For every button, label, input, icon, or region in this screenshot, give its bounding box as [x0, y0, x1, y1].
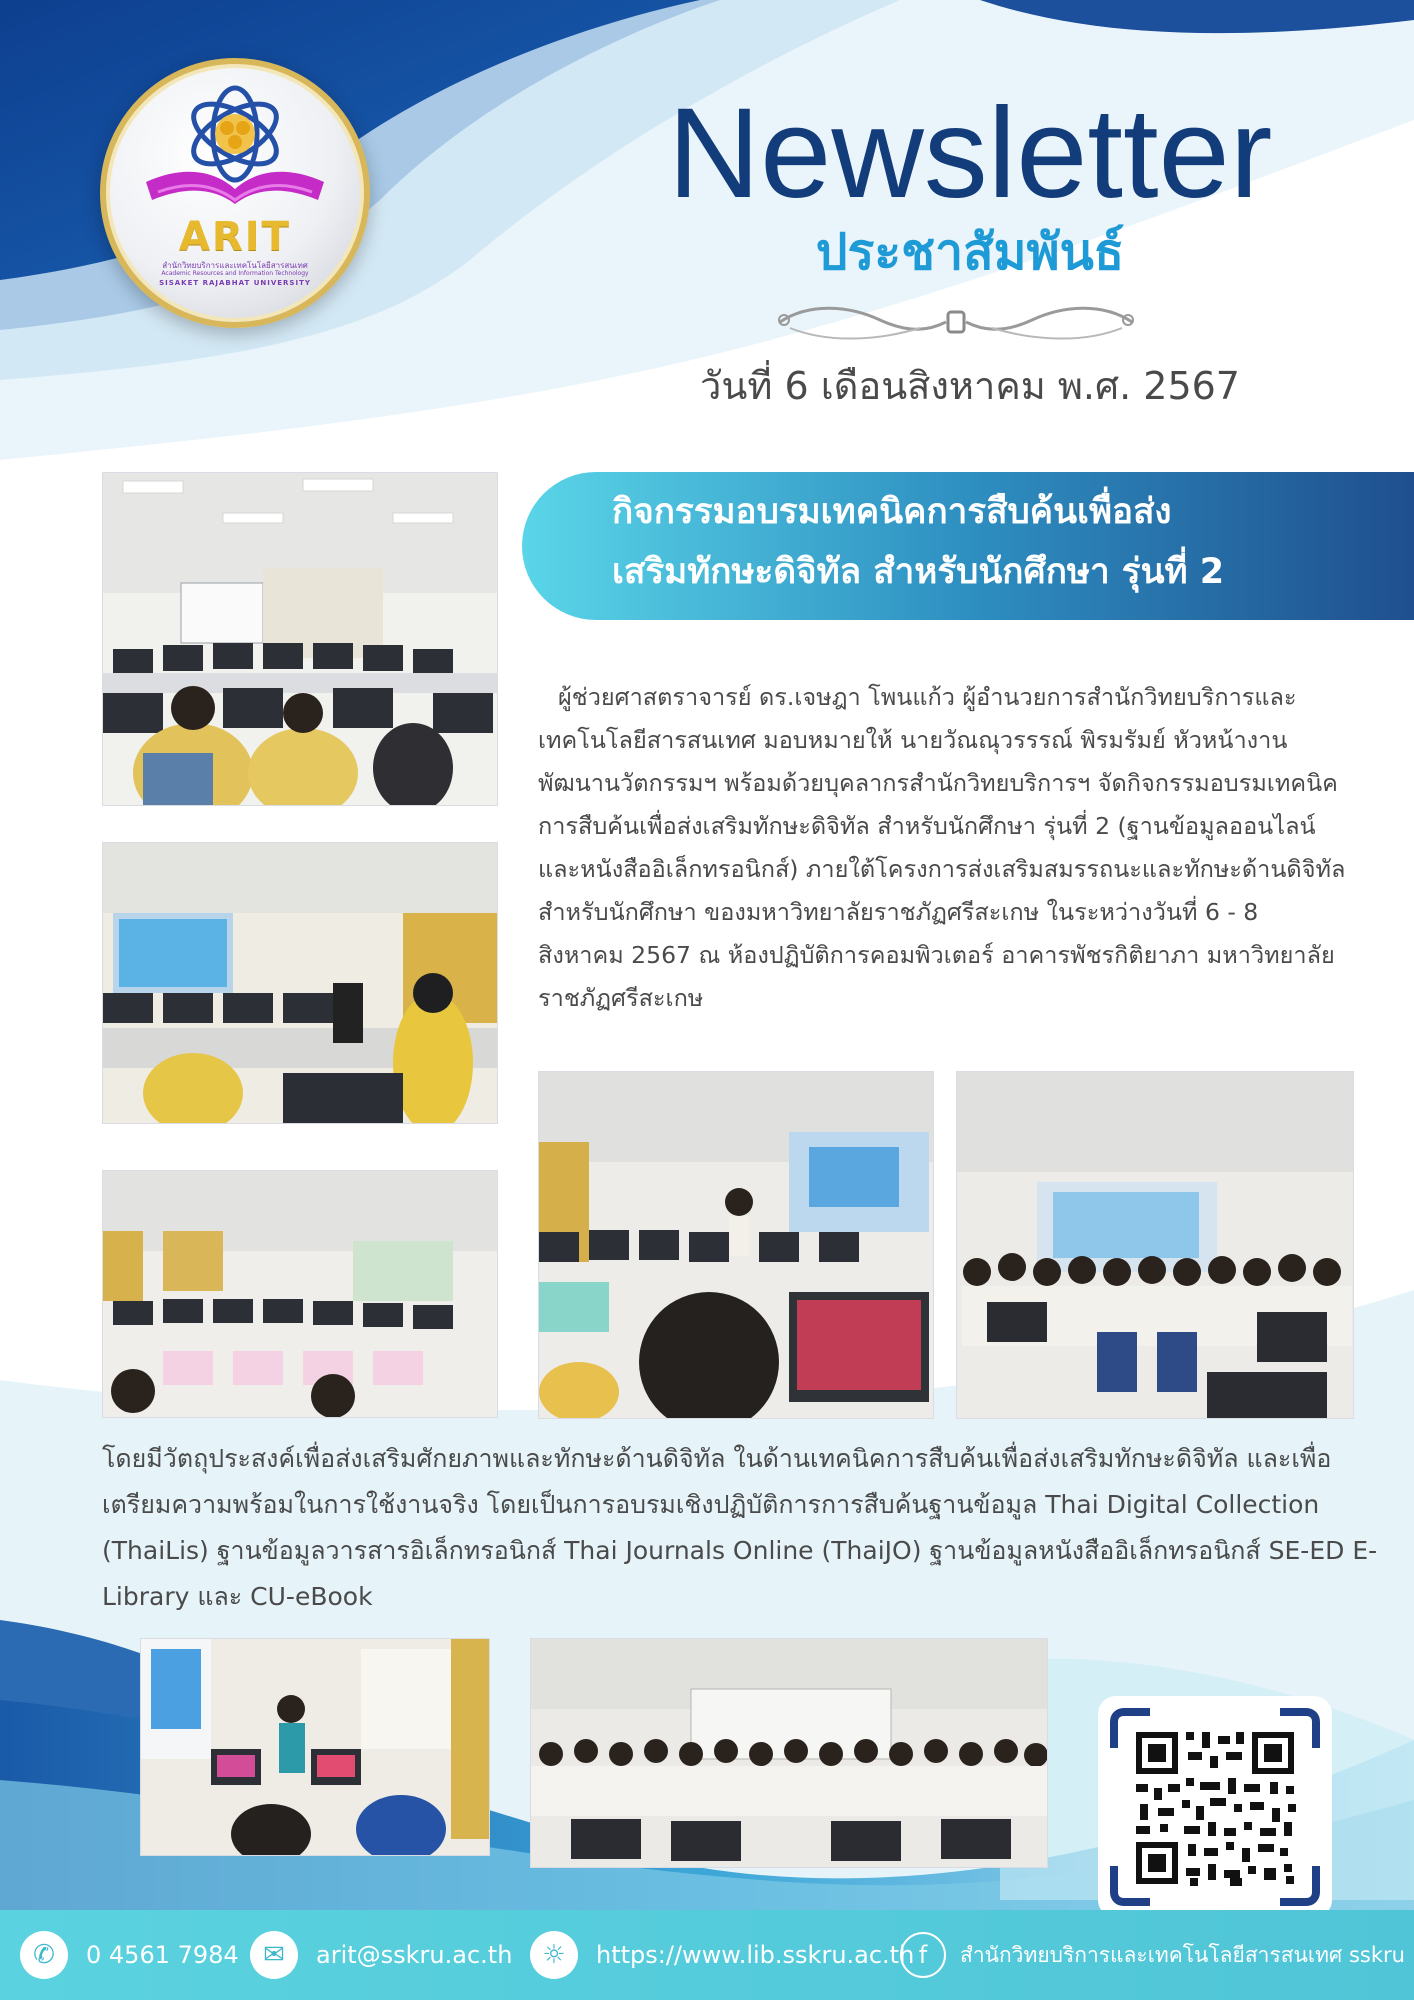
- headline-line-1: กิจกรรมอบรมเทคนิคการสืบค้นเพื่อส่ง: [612, 492, 1172, 532]
- headline-text: [612, 482, 1392, 602]
- photo-training-room-4: [538, 1071, 934, 1419]
- logo-acronym: ARIT: [179, 214, 291, 260]
- photo-training-room-1: [102, 472, 498, 806]
- article-paragraph-2: โดยมีวัตถุประสงค์เพื่อส่งเสริมศักยภาพและทักษะด้านดิจิทัล ในด้านเทคนิคการสืบค้นเพื่อส่งเสริมทักษะดิจิทัล และเพื่อเตรียมความพร้อมในการใช้งานจริง โดยเป็นการอบรมเชิงปฏิบัติการการสืบค้นฐานข้อมูล Thai Digital Collection (ThaiLis) ฐานข้อมูลวารสารอิเล็กทรอนิกส์ Thai Journals Online (ThaiJO) ฐานข้อมูลหนังสืออิเล็กทรอนิกส์ SE-ED E-Library และ CU-eBook: [102, 1444, 1378, 1611]
- footer-facebook[interactable]: [900, 1930, 1405, 1980]
- footer-phone[interactable]: [20, 1930, 239, 1980]
- facebook-icon: f: [900, 1932, 946, 1978]
- globe-icon: ☼: [530, 1931, 578, 1979]
- newsletter-subtitle: ประชาสัมพันธ์: [815, 223, 1125, 281]
- newsletter-title: Newsletter: [667, 82, 1273, 225]
- photo-training-room-3: [102, 1170, 498, 1418]
- photo-group-1: [956, 1071, 1354, 1419]
- headline-line-2: เสริมทักษะดิจิทัล สำหรับนักศึกษา รุ่นที่ 2: [612, 552, 1225, 592]
- mail-icon: ✉: [250, 1931, 298, 1979]
- headline-banner: [522, 472, 1414, 620]
- logo-org-en: Academic Resources and Information Technology: [161, 270, 309, 277]
- footer-website[interactable]: [530, 1930, 914, 1980]
- footer-email[interactable]: [250, 1930, 512, 1980]
- photo-training-room-2: [102, 842, 498, 1124]
- logo-university: SISAKET RAJABHAT UNIVERSITY: [159, 279, 311, 287]
- photo-training-room-5: [140, 1638, 490, 1856]
- issue-date: วันที่ 6 เดือนสิงหาคม พ.ศ. 2567: [700, 364, 1240, 408]
- qr-code-graphic: [1110, 1708, 1320, 1906]
- footer-phone-text: 0 4561 7984: [86, 1941, 239, 1969]
- footer-contact-bar: [0, 1910, 1414, 2000]
- arit-logo: [100, 58, 370, 328]
- article-paragraph-1: ผู้ช่วยศาสตราจารย์ ดร.เจษฎา โพนแก้ว ผู้อำนวยการสำนักวิทยบริการและเทคโนโลยีสารสนเทศ มอบหมายให้ นายวัณณุวรรรณ์ พิรมรัมย์ หัวหน้างานพัฒนานวัตกรรมฯ พร้อมด้วยบุคลากรสำนักวิทยบริการฯ จัดกิจกรรมอบรมเทคนิคการสืบค้นเพื่อส่งเสริมทักษะดิจิทัล สำหรับนักศึกษา รุ่นที่ 2 (ฐานข้อมูลออนไลน์และหนังสืออิเล็กทรอนิกส์) ภายใต้โครงการส่งเสริมสมรรถนะและทักษะด้านดิจิทัล สำหรับนักศึกษา ของมหาวิทยาลัยราชภัฏศรีสะเกษ ในระหว่างวันที่ 6 - 8 สิงหาคม 2567 ณ ห้องปฏิบัติการคอมพิวเตอร์ อาคารพัชรกิติยาภา มหาวิทยาลัยราชภัฏศรีสะเกษ: [538, 683, 1346, 1012]
- photo-group-2: [530, 1638, 1048, 1868]
- footer-facebook-text: สำนักวิทยบริการและเทคโนโลยีสารสนเทศ sskru: [960, 1942, 1405, 1967]
- footer-email-text: arit@sskru.ac.th: [316, 1941, 513, 1969]
- phone-icon: ✆: [20, 1931, 68, 1979]
- flourish-divider: [770, 300, 1142, 346]
- logo-org-th: สำนักวิทยบริการและเทคโนโลยีสารสนเทศ: [162, 261, 308, 270]
- qr-code[interactable]: [1098, 1696, 1332, 1918]
- footer-website-text: https://www.lib.sskru.ac.th: [596, 1941, 915, 1969]
